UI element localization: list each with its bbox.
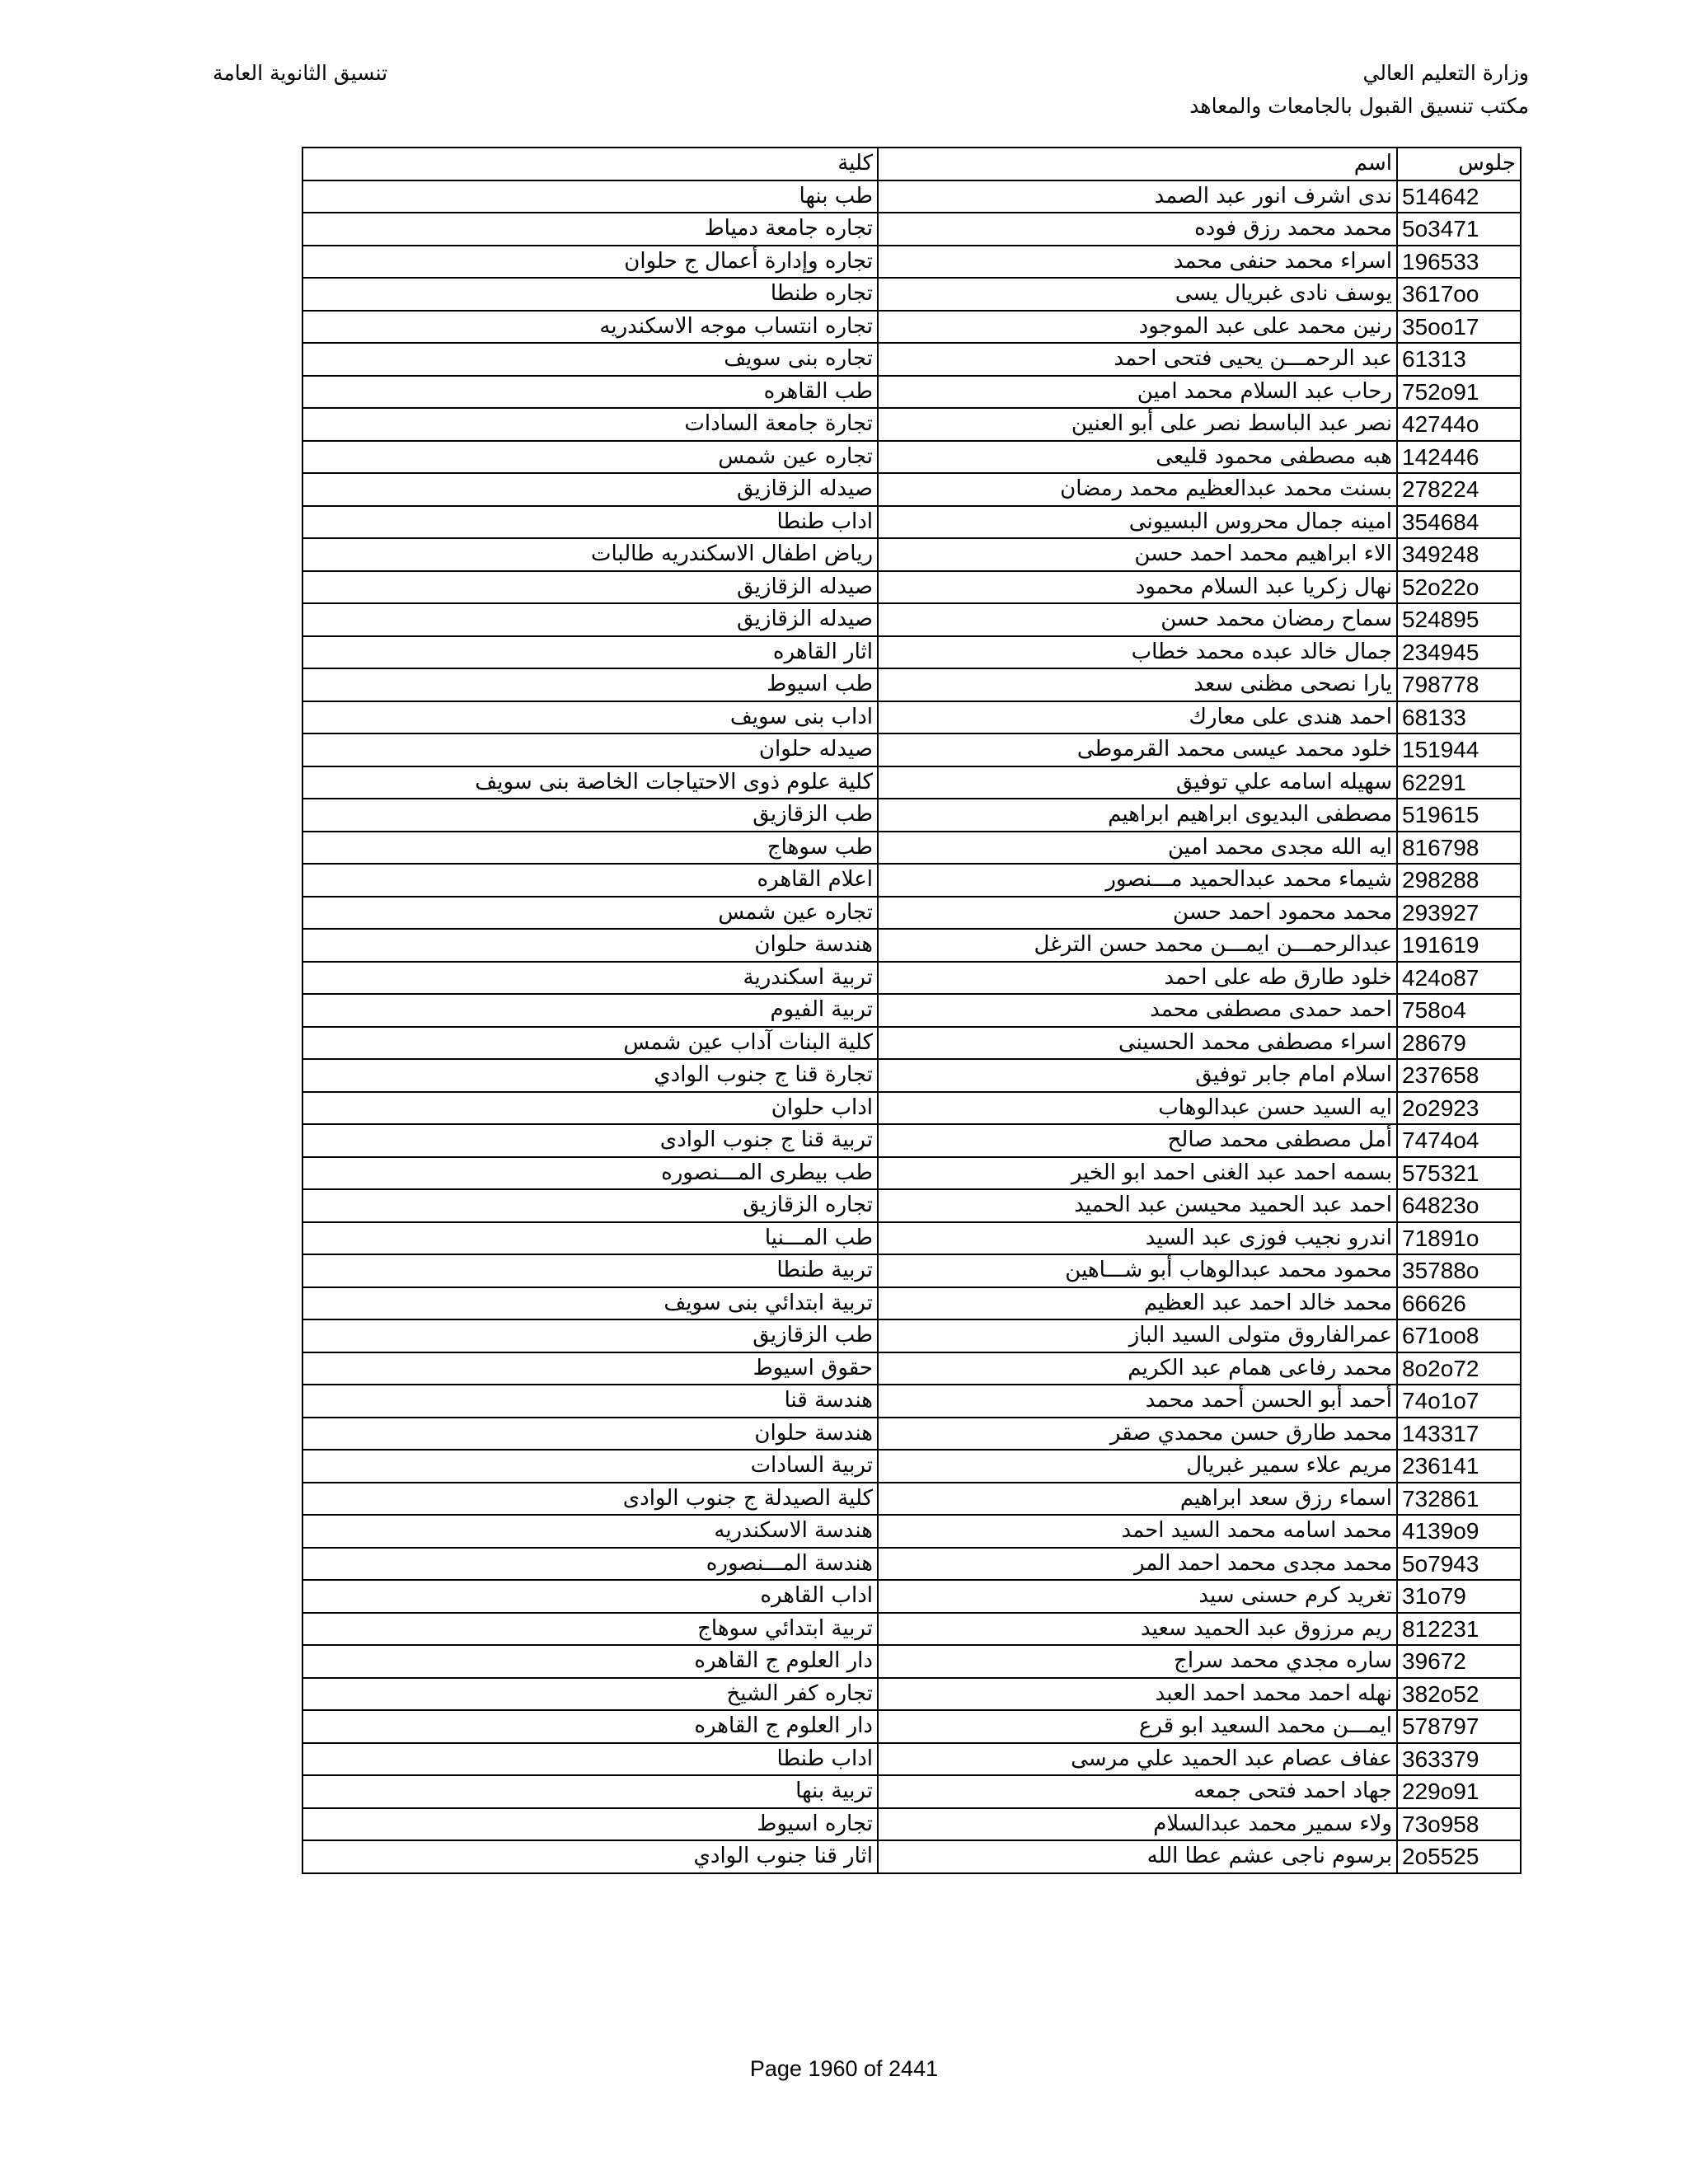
column-header-id: جلوس <box>1397 148 1521 180</box>
seat-number-cell: 35788o <box>1397 1254 1521 1287</box>
student-name-cell: جهاد احمد فتحى جمعه <box>878 1775 1397 1808</box>
faculty-cell: اثار قنا جنوب الوادي <box>302 1840 878 1873</box>
student-name-cell: محمد محمود احمد حسن <box>878 897 1397 930</box>
student-name-cell: ندى اشرف انور عبد الصمد <box>878 180 1397 213</box>
table-row <box>302 603 1521 636</box>
student-name-cell: رنين محمد على عبد الموجود <box>878 311 1397 344</box>
student-name-cell: نهله احمد محمد احمد العبد <box>878 1678 1397 1711</box>
table-row <box>302 1352 1521 1385</box>
table-row <box>302 1254 1521 1287</box>
faculty-cell: طب اسيوط <box>302 668 878 701</box>
table-row <box>302 1189 1521 1222</box>
table-row <box>302 962 1521 995</box>
table-row <box>302 897 1521 930</box>
seat-number-cell: 382o52 <box>1397 1678 1521 1711</box>
seat-number-cell: 31o79 <box>1397 1580 1521 1613</box>
faculty-cell: اداب القاهره <box>302 1580 878 1613</box>
table-row <box>302 278 1521 311</box>
seat-number-cell: 74o1o7 <box>1397 1385 1521 1418</box>
seat-number-cell: 671oo8 <box>1397 1319 1521 1352</box>
student-name-cell: أمل مصطفى محمد صالح <box>878 1124 1397 1157</box>
faculty-cell: تربية قنا ج جنوب الوادى <box>302 1124 878 1157</box>
table-row <box>302 799 1521 832</box>
faculty-cell: هندسة المـــنصوره <box>302 1548 878 1581</box>
seat-number-cell: 732861 <box>1397 1483 1521 1516</box>
seat-number-cell: 237658 <box>1397 1059 1521 1092</box>
seat-number-cell: 7474o4 <box>1397 1124 1521 1157</box>
student-name-cell: ايه الله مجدى محمد امين <box>878 832 1397 865</box>
student-name-cell: بسنت محمد عبدالعظيم محمد رمضان <box>878 473 1397 506</box>
seat-number-cell: 52o22o <box>1397 571 1521 604</box>
student-name-cell: محمد رفاعى همام عبد الكريم <box>878 1352 1397 1385</box>
faculty-cell: طب القاهره <box>302 376 878 409</box>
column-header-faculty: كلية <box>302 148 878 180</box>
seat-number-cell: 298288 <box>1397 864 1521 897</box>
seat-number-cell: 2o5525 <box>1397 1840 1521 1873</box>
seat-number-cell: 73o958 <box>1397 1808 1521 1841</box>
table-row <box>302 1548 1521 1581</box>
seat-number-cell: 66626 <box>1397 1287 1521 1320</box>
seat-number-cell: 363379 <box>1397 1743 1521 1776</box>
office-title: مكتب تنسيق القبول بالجامعات والمعاهد <box>1189 94 1529 118</box>
faculty-cell: هندسة قنا <box>302 1385 878 1418</box>
table-row <box>302 929 1521 962</box>
table-row <box>302 180 1521 213</box>
faculty-cell: تجاره جامعة دمياط <box>302 213 878 246</box>
faculty-cell: تجاره طنطا <box>302 278 878 311</box>
student-name-cell: احمد حمدى مصطفى محمد <box>878 994 1397 1027</box>
student-name-cell: عفاف عصام عبد الحميد علي مرسى <box>878 1743 1397 1776</box>
seat-number-cell: 39672 <box>1397 1645 1521 1678</box>
student-name-cell: جمال خالد عبده محمد خطاب <box>878 636 1397 669</box>
seat-number-cell: 68133 <box>1397 701 1521 734</box>
student-name-cell: تغريد كرم حسنى سيد <box>878 1580 1397 1613</box>
student-name-cell: عبد الرحمـــن يحيى فتحى احمد <box>878 343 1397 376</box>
seat-number-cell: 62291 <box>1397 766 1521 799</box>
student-name-cell: سماح رمضان محمد حسن <box>878 603 1397 636</box>
student-name-cell: اسماء رزق سعد ابراهيم <box>878 1483 1397 1516</box>
table-row <box>302 1027 1521 1060</box>
faculty-cell: تربية ابتدائي سوهاج <box>302 1613 878 1646</box>
seat-number-cell: 61313 <box>1397 343 1521 376</box>
student-name-cell: شيماء محمد عبدالحميد مـــنصور <box>878 864 1397 897</box>
student-name-cell: اسراء مصطفى محمد الحسينى <box>878 1027 1397 1060</box>
seat-number-cell: 64823o <box>1397 1189 1521 1222</box>
seat-number-cell: 42744o <box>1397 408 1521 441</box>
table-row <box>302 994 1521 1027</box>
table-body <box>302 180 1521 1873</box>
faculty-cell: تربية ابتدائي بنى سويف <box>302 1287 878 1320</box>
seat-number-cell: 5o7943 <box>1397 1548 1521 1581</box>
faculty-cell: اداب حلوان <box>302 1092 878 1125</box>
faculty-cell: صيدله الزقازيق <box>302 603 878 636</box>
student-name-cell: خلود طارق طه على احمد <box>878 962 1397 995</box>
student-name-cell: نصر عبد الباسط نصر على أبو العنين <box>878 408 1397 441</box>
table-row <box>302 1450 1521 1483</box>
faculty-cell: اداب طنطا <box>302 506 878 539</box>
faculty-cell: اداب بنى سويف <box>302 701 878 734</box>
seat-number-cell: 354684 <box>1397 506 1521 539</box>
student-name-cell: ايه السيد حسن عبدالوهاب <box>878 1092 1397 1125</box>
table-row <box>302 506 1521 539</box>
seat-number-cell: 575321 <box>1397 1157 1521 1190</box>
faculty-cell: تجاره بنى سويف <box>302 343 878 376</box>
faculty-cell: دار العلوم ج القاهره <box>302 1710 878 1743</box>
faculty-cell: هندسة حلوان <box>302 929 878 962</box>
seat-number-cell: 4139o9 <box>1397 1515 1521 1548</box>
faculty-cell: طب سوهاج <box>302 832 878 865</box>
student-name-cell: محمد مجدى محمد احمد المر <box>878 1548 1397 1581</box>
faculty-cell: هندسة الاسكندريه <box>302 1515 878 1548</box>
seat-number-cell: 234945 <box>1397 636 1521 669</box>
table-row <box>302 1613 1521 1646</box>
seat-number-cell: 8o2o72 <box>1397 1352 1521 1385</box>
table-row <box>302 1124 1521 1157</box>
table-row <box>302 1418 1521 1451</box>
table-row <box>302 1678 1521 1711</box>
faculty-cell: تجاره عين شمس <box>302 441 878 474</box>
results-table <box>302 147 1522 1874</box>
seat-number-cell: 524895 <box>1397 603 1521 636</box>
faculty-cell: صيدله الزقازيق <box>302 473 878 506</box>
seat-number-cell: 151944 <box>1397 733 1521 766</box>
table-row <box>302 1222 1521 1255</box>
student-name-cell: مصطفى البديوى ابراهيم ابراهيم <box>878 799 1397 832</box>
faculty-cell: تربية بنها <box>302 1775 878 1808</box>
student-name-cell: برسوم ناجى عشم عطا الله <box>878 1840 1397 1873</box>
seat-number-cell: 752o91 <box>1397 376 1521 409</box>
table-row <box>302 1645 1521 1678</box>
faculty-cell: تجاره انتساب موجه الاسكندريه <box>302 311 878 344</box>
table-row <box>302 1483 1521 1516</box>
table-row <box>302 343 1521 376</box>
seat-number-cell: 2o2923 <box>1397 1092 1521 1125</box>
student-name-cell: يارا نصحى مظنى سعد <box>878 668 1397 701</box>
student-name-cell: عبدالرحمـــن ايمـــن محمد حسن الترغل <box>878 929 1397 962</box>
faculty-cell: اعلام القاهره <box>302 864 878 897</box>
table-row <box>302 213 1521 246</box>
coordination-title: تنسيق الثانوية العامة <box>213 61 388 85</box>
student-name-cell: امينه جمال محروس البسيونى <box>878 506 1397 539</box>
faculty-cell: طب الزقازيق <box>302 799 878 832</box>
student-name-cell: ايمـــن محمد السعيد ابو قرع <box>878 1710 1397 1743</box>
student-name-cell: اندرو نجيب فوزى عبد السيد <box>878 1222 1397 1255</box>
student-name-cell: الاء ابراهيم محمد احمد حسن <box>878 538 1397 571</box>
table-row <box>302 408 1521 441</box>
table-row <box>302 636 1521 669</box>
table-row <box>302 832 1521 865</box>
faculty-cell: كلية الصيدلة ج جنوب الوادى <box>302 1483 878 1516</box>
table-row <box>302 766 1521 799</box>
seat-number-cell: 816798 <box>1397 832 1521 865</box>
seat-number-cell: 143317 <box>1397 1418 1521 1451</box>
table-row <box>302 1710 1521 1743</box>
faculty-cell: تجاره الزقازيق <box>302 1189 878 1222</box>
seat-number-cell: 519615 <box>1397 799 1521 832</box>
table-row <box>302 1743 1521 1776</box>
student-name-cell: رحاب عبد السلام محمد امين <box>878 376 1397 409</box>
seat-number-cell: 236141 <box>1397 1450 1521 1483</box>
table-row <box>302 246 1521 279</box>
student-name-cell: ولاء سمير محمد عبدالسلام <box>878 1808 1397 1841</box>
table-row <box>302 571 1521 604</box>
student-name-cell: ساره مجدي محمد سراج <box>878 1645 1397 1678</box>
faculty-cell: صيدله الزقازيق <box>302 571 878 604</box>
seat-number-cell: 812231 <box>1397 1613 1521 1646</box>
table-row <box>302 1515 1521 1548</box>
student-name-cell: سهيله اسامه علي توفيق <box>878 766 1397 799</box>
faculty-cell: تجاره كفر الشيخ <box>302 1678 878 1711</box>
faculty-cell: كلية البنات آداب عين شمس <box>302 1027 878 1060</box>
table-row <box>302 311 1521 344</box>
faculty-cell: تجارة قنا ج جنوب الوادي <box>302 1059 878 1092</box>
faculty-cell: دار العلوم ج القاهره <box>302 1645 878 1678</box>
student-name-cell: أحمد أبو الحسن أحمد محمد <box>878 1385 1397 1418</box>
faculty-cell: تربية السادات <box>302 1450 878 1483</box>
table-row <box>302 376 1521 409</box>
seat-number-cell: 71891o <box>1397 1222 1521 1255</box>
seat-number-cell: 28679 <box>1397 1027 1521 1060</box>
seat-number-cell: 5o3471 <box>1397 213 1521 246</box>
faculty-cell: هندسة حلوان <box>302 1418 878 1451</box>
ministry-title: وزارة التعليم العالي <box>1362 61 1529 85</box>
seat-number-cell: 514642 <box>1397 180 1521 213</box>
seat-number-cell: 293927 <box>1397 897 1521 930</box>
seat-number-cell: 349248 <box>1397 538 1521 571</box>
seat-number-cell: 196533 <box>1397 246 1521 279</box>
faculty-cell: طب بنها <box>302 180 878 213</box>
faculty-cell: حقوق اسيوط <box>302 1352 878 1385</box>
faculty-cell: تجاره عين شمس <box>302 897 878 930</box>
faculty-cell: كلية علوم ذوى الاحتياجات الخاصة بنى سويف <box>302 766 878 799</box>
faculty-cell: اثار القاهره <box>302 636 878 669</box>
table-row <box>302 1840 1521 1873</box>
student-name-cell: يوسف نادى غبريال يسى <box>878 278 1397 311</box>
faculty-cell: اداب طنطا <box>302 1743 878 1776</box>
faculty-cell: تربية الفيوم <box>302 994 878 1027</box>
student-name-cell: محمد محمد رزق فوده <box>878 213 1397 246</box>
page-number: Page 1960 of 2441 <box>749 2056 939 2081</box>
seat-number-cell: 3617oo <box>1397 278 1521 311</box>
table-row <box>302 1092 1521 1125</box>
seat-number-cell: 578797 <box>1397 1710 1521 1743</box>
seat-number-cell: 758o4 <box>1397 994 1521 1027</box>
student-name-cell: احمد هندى على معارك <box>878 701 1397 734</box>
student-name-cell: بسمه احمد عبد الغنى احمد ابو الخير <box>878 1157 1397 1190</box>
table-row <box>302 733 1521 766</box>
seat-number-cell: 278224 <box>1397 473 1521 506</box>
seat-number-cell: 142446 <box>1397 441 1521 474</box>
faculty-cell: تربية اسكندرية <box>302 962 878 995</box>
student-name-cell: خلود محمد عيسى محمد القرموطى <box>878 733 1397 766</box>
seat-number-cell: 424o87 <box>1397 962 1521 995</box>
student-name-cell: محمد خالد احمد عبد العظيم <box>878 1287 1397 1320</box>
table-row <box>302 668 1521 701</box>
seat-number-cell: 798778 <box>1397 668 1521 701</box>
student-name-cell: مريم علاء سمير غبريال <box>878 1450 1397 1483</box>
faculty-cell: رياض اطفال الاسكندريه طالبات <box>302 538 878 571</box>
student-name-cell: عمرالفاروق متولى السيد الباز <box>878 1319 1397 1352</box>
faculty-cell: طب الزقازيق <box>302 1319 878 1352</box>
table-row <box>302 1319 1521 1352</box>
seat-number-cell: 191619 <box>1397 929 1521 962</box>
table-row <box>302 1287 1521 1320</box>
seat-number-cell: 229o91 <box>1397 1775 1521 1808</box>
faculty-cell: تربية طنطا <box>302 1254 878 1287</box>
table-header-row <box>302 148 1521 180</box>
faculty-cell: طب بيطرى المـــنصوره <box>302 1157 878 1190</box>
student-name-cell: احمد عبد الحميد محيسن عبد الحميد <box>878 1189 1397 1222</box>
student-name-cell: نهال زكريا عبد السلام محمود <box>878 571 1397 604</box>
table-row <box>302 1385 1521 1418</box>
student-name-cell: هبه مصطفى محمود قليعى <box>878 441 1397 474</box>
table-row <box>302 864 1521 897</box>
faculty-cell: صيدله حلوان <box>302 733 878 766</box>
student-name-cell: اسلام امام جابر توفيق <box>878 1059 1397 1092</box>
table-row <box>302 1808 1521 1841</box>
table-row <box>302 1775 1521 1808</box>
table-row <box>302 441 1521 474</box>
table-row <box>302 1157 1521 1190</box>
student-name-cell: محمد اسامه محمد السيد احمد <box>878 1515 1397 1548</box>
faculty-cell: تجاره اسيوط <box>302 1808 878 1841</box>
student-name-cell: ريم مرزوق عبد الحميد سعيد <box>878 1613 1397 1646</box>
column-header-name: اسم <box>878 148 1397 180</box>
table-row <box>302 1580 1521 1613</box>
faculty-cell: تجارة جامعة السادات <box>302 408 878 441</box>
faculty-cell: تجاره وإدارة أعمال ج حلوان <box>302 246 878 279</box>
table-row <box>302 473 1521 506</box>
table-row <box>302 1059 1521 1092</box>
faculty-cell: طب المـــنيا <box>302 1222 878 1255</box>
student-name-cell: اسراء محمد حنفى محمد <box>878 246 1397 279</box>
table-row <box>302 701 1521 734</box>
student-name-cell: محمود محمد عبدالوهاب أبو شـــاهين <box>878 1254 1397 1287</box>
table-row <box>302 538 1521 571</box>
seat-number-cell: 35oo17 <box>1397 311 1521 344</box>
student-name-cell: محمد طارق حسن محمدي صقر <box>878 1418 1397 1451</box>
